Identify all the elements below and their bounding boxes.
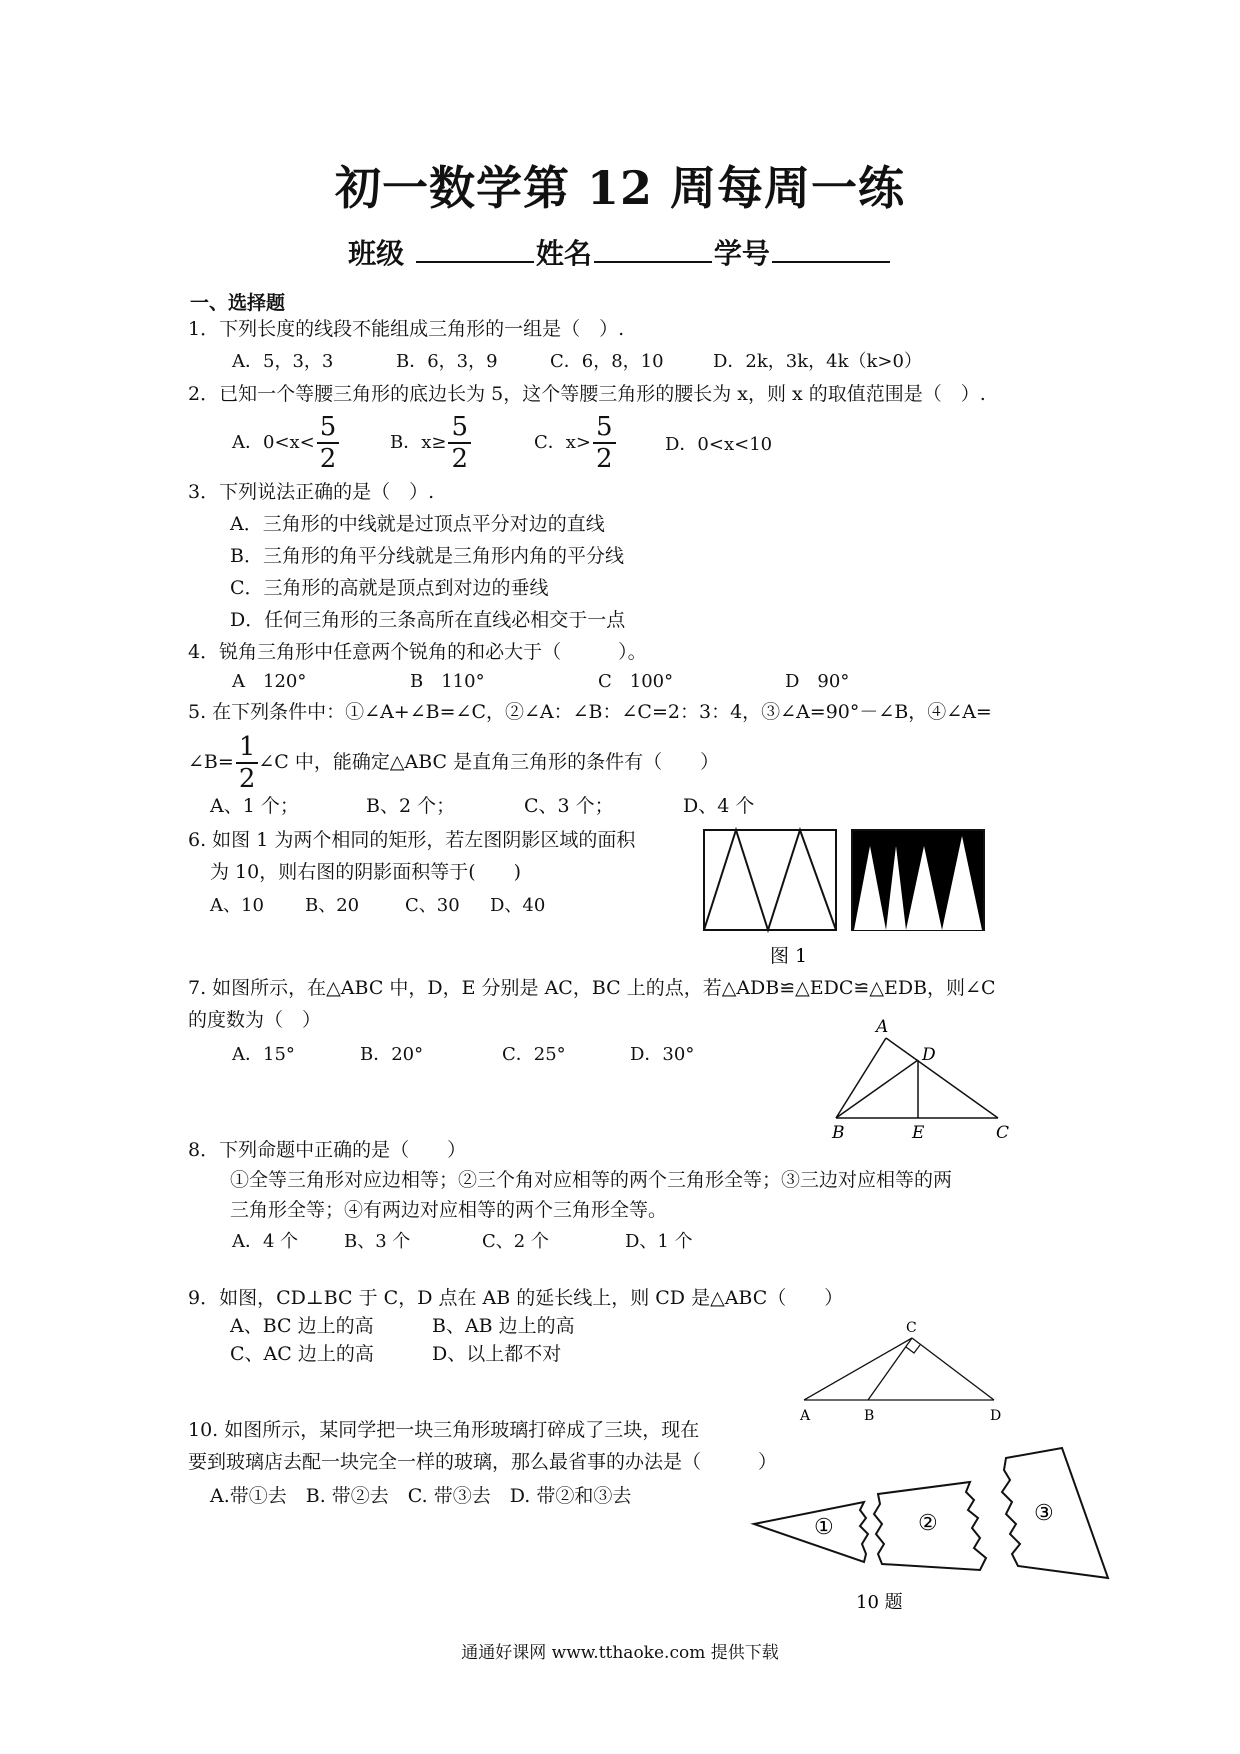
left-zigzag (704, 830, 836, 930)
question-6-line2: 为 10，则右图的阴影面积等于( ) (210, 861, 522, 883)
q7-option-c: C．25° (502, 1044, 566, 1065)
figure-10-caption: 10 题 (856, 1592, 903, 1613)
section-heading: 一、选择题 (190, 292, 286, 314)
question-8-line1: ①全等三角形对应边相等；②三个角对应相等的两个三角形全等；③三边对应相等的两 (230, 1169, 953, 1191)
student-info-line (0, 232, 1240, 272)
id-blank (772, 235, 890, 263)
figure-1-caption: 图 1 (770, 945, 808, 967)
q4-option-c: C 100° (598, 671, 674, 692)
class-label: 班级 (348, 237, 405, 270)
q1-option-a: A．5，3，3 (232, 351, 334, 372)
label-a: A (800, 1408, 811, 1424)
q8-option-a: A．4 个 (232, 1231, 299, 1252)
question-5-line2: ∠B= $\frac{1}{2}$ ∠C 中，能确定△ABC 是直角三角形的条件有（ ） (188, 732, 720, 794)
question-10-line1: 10. 如图所示，某同学把一块三角形玻璃打碎成了三块，现在 (188, 1419, 700, 1441)
question-10-line2: 要到玻璃店去配一块完全一样的玻璃，那么最省事的办法是（ ） (188, 1451, 778, 1473)
label-d: D (922, 1045, 936, 1065)
q2-option-b: B．x≥ $\frac{5}{2}$ (390, 412, 471, 474)
figure-q7-triangle (820, 1018, 1020, 1142)
q2-option-d: D．0<x<10 (665, 434, 773, 455)
q5-option-a: A、1 个； (210, 795, 299, 817)
piece-1-label: ① (814, 1515, 834, 1540)
figure-1-rectangles (700, 826, 990, 974)
q8-option-c: C、2 个 (482, 1231, 549, 1252)
q5-option-c: C、3 个； (524, 795, 614, 817)
q1-option-c: C．6，8，10 (550, 351, 664, 372)
label-b: B (832, 1123, 845, 1142)
question-3-stem: 3．下列说法正确的是（ ）. (188, 481, 435, 503)
label-b: B (864, 1408, 875, 1424)
question-4-stem: 4．锐角三角形中任意两个锐角的和必大于（ ）。 (188, 641, 647, 663)
question-10-options: A.带①去 B. 带②去 C. 带③去 D. 带②和③去 (210, 1485, 632, 1507)
question-8-stem: 8．下列命题中正确的是（ ） (188, 1139, 467, 1161)
question-2-stem: 2．已知一个等腰三角形的底边长为 5，这个等腰三角形的腰长为 x，则 x 的取值范围是（ ）. (188, 383, 986, 405)
q2-option-c: C．x> $\frac{5}{2}$ (534, 412, 616, 474)
q4-option-a: A 120° (232, 671, 307, 692)
page-title: 初一数学第 12 周每周一练 (334, 161, 906, 215)
label-d: D (990, 1408, 1002, 1424)
class-blank (416, 235, 534, 263)
label-c: C (996, 1123, 1010, 1142)
figure-q10-glass-pieces (748, 1440, 1118, 1620)
label-e: E (912, 1123, 925, 1142)
q4-option-b: B 110° (410, 671, 485, 692)
q7-option-b: B．20° (360, 1044, 424, 1065)
q6-option-d: D、40 (490, 895, 546, 916)
figure-q9-triangle (796, 1318, 1006, 1426)
q7-option-d: D．30° (630, 1044, 695, 1065)
question-9-stem: 9．如图，CD⊥BC 于 C，D 点在 AB 的延长线上，则 CD 是△ABC（ ） (188, 1287, 844, 1309)
q8-option-b: B、3 个 (344, 1231, 411, 1252)
q1-option-b: B．6，3，9 (396, 351, 498, 372)
question-8-line2: 三角形全等；④有两边对应相等的两个三角形全等。 (230, 1199, 668, 1221)
q9-option-a: A、BC 边上的高 (230, 1315, 374, 1337)
q6-option-c: C、30 (405, 895, 460, 916)
glass-piece-1 (754, 1502, 868, 1562)
q3-option-a: A．三角形的中线就是过顶点平分对边的直线 (230, 513, 605, 535)
q9-option-b: B、AB 边上的高 (432, 1315, 575, 1337)
label-a: A (876, 1018, 889, 1037)
q9-option-d: D、以上都不对 (432, 1343, 562, 1365)
q4-option-d: D 90° (785, 671, 850, 692)
id-label: 学号 (713, 237, 770, 270)
name-label: 姓名 (535, 237, 592, 270)
piece-3-label: ③ (1034, 1501, 1054, 1526)
question-1-stem: 1．下列长度的线段不能组成三角形的一组是（ ）. (188, 318, 625, 340)
q9-option-c: C、AC 边上的高 (230, 1343, 374, 1365)
left-rectangle (704, 830, 836, 930)
q5-option-b: B、2 个； (366, 795, 456, 817)
question-7-line1: 7. 如图所示，在△ABC 中，D，E 分别是 AC，BC 上的点，若△ADB≌△EDC≌△EDB，则∠C (188, 977, 996, 999)
q5-option-d: D、4 个 (683, 795, 755, 817)
label-c: C (906, 1320, 917, 1336)
piece-2-label: ② (918, 1511, 938, 1536)
name-blank (594, 235, 712, 263)
q1-option-d: D．2k，3k，4k（k>0） (713, 351, 922, 372)
question-6-line1: 6. 如图 1 为两个相同的矩形，若左图阴影区域的面积 (188, 829, 636, 851)
page-footer: 通通好课网 www.tthaoke.com 提供下载 (461, 1643, 779, 1663)
q3-option-d: D．任何三角形的三条高所在直线必相交于一点 (230, 609, 626, 631)
question-5-line1: 5. 在下列条件中：①∠A+∠B=∠C，②∠A：∠B：∠C=2：3：4，③∠A=90°－∠B，④∠A= (188, 701, 992, 723)
q8-option-d: D、1 个 (625, 1231, 693, 1252)
q6-option-a: A、10 (210, 895, 264, 916)
glass-piece-3 (1002, 1448, 1108, 1578)
q2-option-a: A．0<x< $\frac{5}{2}$ (232, 412, 339, 474)
q3-option-b: B．三角形的角平分线就是三角形内角的平分线 (230, 545, 624, 567)
question-7-line2: 的度数为（ ） (188, 1009, 322, 1031)
q3-option-c: C．三角形的高就是顶点到对边的垂线 (230, 577, 549, 599)
q6-option-b: B、20 (305, 895, 360, 916)
q7-option-a: A．15° (232, 1044, 295, 1065)
